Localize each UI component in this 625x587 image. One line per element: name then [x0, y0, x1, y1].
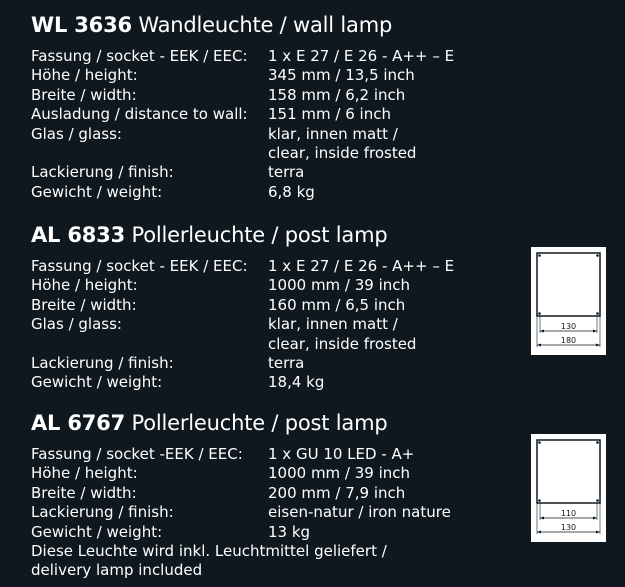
base-plate-drawing [531, 434, 606, 542]
spec-value: 6,8 kg [268, 182, 315, 201]
spec-label: Gewicht / weight: [31, 182, 163, 201]
spec-label: Lackierung / finish: [31, 354, 174, 373]
spec-row [31, 315, 511, 334]
base-plate-diagram-al6833 [531, 247, 606, 345]
product-code: WL 3636 [31, 13, 132, 37]
spec-table [31, 257, 511, 393]
spec-row [31, 105, 511, 124]
product-code: AL 6767 [31, 411, 125, 435]
product-name: Wandleuchte / wall lamp [138, 13, 393, 37]
spec-label: Fassung / socket -EEK / EEC: [31, 445, 243, 463]
spec-label: Lackierung / finish: [31, 163, 174, 182]
spec-row [31, 354, 511, 373]
spec-row [31, 183, 511, 202]
spec-label: Ausladung / distance to wall: [31, 105, 248, 124]
spec-value: 1 x E 27 / E 26 - A++ – E [268, 257, 455, 275]
spec-label: Gewicht / weight: [31, 373, 163, 392]
spec-row [31, 373, 511, 392]
spec-label: Lackierung / finish: [31, 503, 174, 522]
spec-row [31, 445, 511, 464]
spec-row [31, 144, 511, 163]
spec-row [31, 86, 511, 105]
base-plate-drawing [531, 247, 606, 355]
spec-row [31, 257, 511, 276]
spec-row [31, 296, 511, 315]
spec-value: 151 mm / 6 inch [268, 105, 391, 124]
spec-row [31, 125, 511, 144]
spec-value: 160 mm / 6,5 inch [268, 295, 406, 314]
spec-table [31, 445, 511, 581]
spec-label [31, 144, 268, 163]
spec-label [31, 335, 268, 354]
spec-row [31, 523, 511, 542]
product-title [31, 222, 511, 248]
base-plate-diagram-al6767 [531, 434, 606, 532]
product-title [31, 12, 511, 38]
spec-row [31, 484, 511, 503]
product-code: AL 6833 [31, 223, 125, 247]
spec-label: Breite / width: [31, 85, 137, 104]
delivery-note-line: delivery lamp included [31, 561, 203, 580]
spec-label: Breite / width: [31, 483, 137, 502]
spec-label: Höhe / height: [31, 464, 138, 483]
spec-value: terra [268, 354, 305, 373]
spec-value: 345 mm / 13,5 inch [268, 66, 415, 85]
spec-value: eisen-natur / iron nature [268, 503, 451, 522]
product-al6767 [31, 410, 511, 581]
spec-label: Glas / glass: [31, 315, 122, 334]
inner-dimension-label: 110 [560, 509, 577, 518]
spec-label: Breite / width: [31, 295, 137, 314]
spec-value: klar, innen matt / [268, 124, 398, 143]
spec-label: Fassung / socket - EEK / EEC: [31, 47, 248, 65]
spec-label: Gewicht / weight: [31, 522, 163, 541]
spec-value: terra [268, 163, 305, 182]
spec-label: Fassung / socket - EEK / EEC: [31, 257, 248, 275]
spec-row [31, 335, 511, 354]
spec-value: 18,4 kg [268, 373, 325, 392]
outer-dimension-label: 180 [560, 336, 577, 345]
spec-value: clear, inside frosted [268, 144, 417, 163]
inner-dimension-label: 130 [560, 322, 577, 331]
product-name: Pollerleuchte / post lamp [131, 223, 388, 247]
spec-value: 1 x GU 10 LED - A+ [268, 445, 415, 463]
spec-row [31, 503, 511, 522]
product-title [31, 410, 511, 436]
spec-label: Höhe / height: [31, 66, 138, 85]
spec-row [31, 47, 511, 66]
outer-dimension-label: 130 [560, 523, 577, 532]
spec-label: Glas / glass: [31, 124, 122, 143]
spec-row [31, 163, 511, 182]
spec-value: 1000 mm / 39 inch [268, 464, 411, 483]
spec-value: klar, innen matt / [268, 315, 398, 334]
spec-label: Höhe / height: [31, 276, 138, 295]
product-al6833 [31, 222, 511, 393]
spec-value: 1 x E 27 / E 26 - A++ – E [268, 47, 455, 65]
spec-value: 158 mm / 6,2 inch [268, 85, 406, 104]
delivery-note-line: Diese Leuchte wird inkl. Leuchtmittel geliefert / [31, 542, 387, 561]
product-wl3636 [31, 12, 511, 202]
spec-value: 200 mm / 7,9 inch [268, 483, 406, 502]
spec-value: 1000 mm / 39 inch [268, 276, 411, 295]
spec-value: 13 kg [268, 522, 311, 541]
spec-row [31, 276, 511, 295]
spec-value: clear, inside frosted [268, 334, 417, 353]
spec-row [31, 464, 511, 483]
spec-table [31, 47, 511, 202]
product-name: Pollerleuchte / post lamp [131, 411, 388, 435]
spec-row [31, 66, 511, 85]
